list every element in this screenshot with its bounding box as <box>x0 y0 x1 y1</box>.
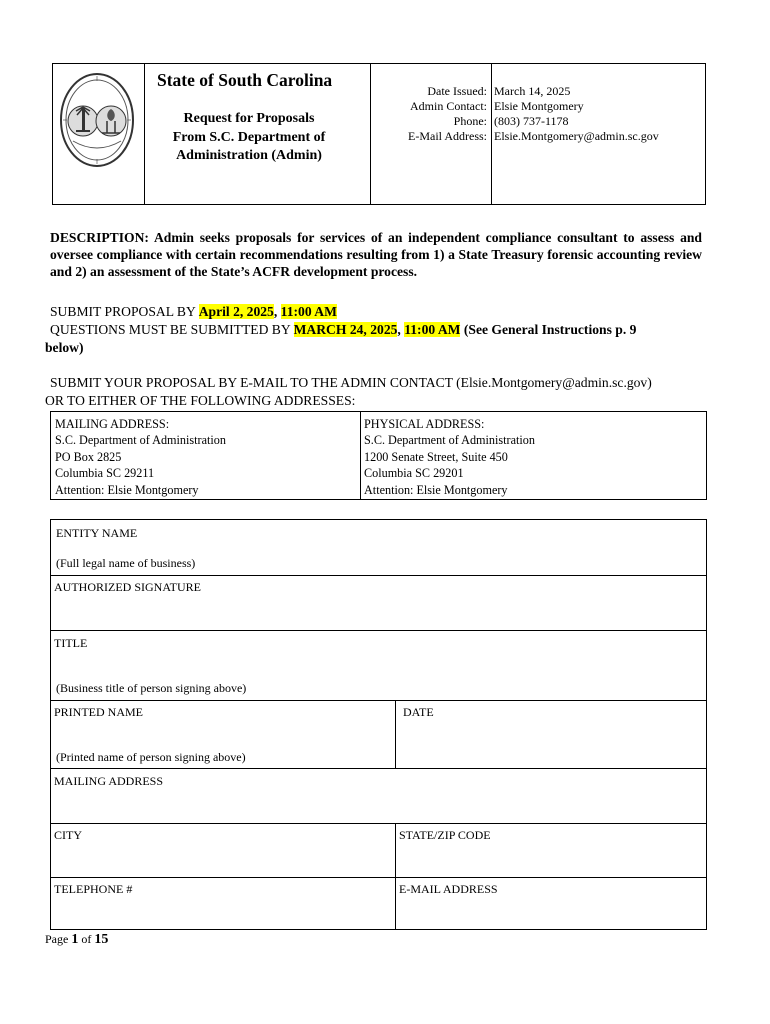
telephone-label: TELEPHONE # <box>54 882 133 896</box>
form-col-divider <box>395 823 396 929</box>
state-zip-label: STATE/ZIP CODE <box>399 828 491 842</box>
mailing-address-label: MAILING ADDRESS <box>54 774 164 788</box>
offeror-signature-form <box>50 519 707 930</box>
entity-name-label: ENTITY NAME <box>56 526 138 540</box>
physical-address-block: PHYSICAL ADDRESS: S.C. Department of Administration 1200 Senate Street, Suite 450 Columbia SC 29201 Attention: Elsie Montgomery <box>364 417 535 497</box>
admin-contact-label: Admin Contact: <box>410 99 487 113</box>
date-field[interactable] <box>397 702 705 767</box>
header-divider <box>370 64 371 204</box>
title-hint: (Business title of person signing above) <box>56 681 247 695</box>
form-row-divider <box>51 575 706 576</box>
header-divider <box>491 64 492 204</box>
form-col-divider <box>395 700 396 768</box>
questions-deadline-continued: below) <box>45 340 84 355</box>
email-label: E-Mail Address: <box>408 129 487 143</box>
questions-time: 11:00 AM <box>404 322 461 337</box>
current-page: 1 <box>71 932 79 947</box>
email-address-label: E-MAIL ADDRESS <box>399 882 498 896</box>
title-label: TITLE <box>54 636 88 650</box>
rfp-subtitle: Request for Proposals From S.C. Department of Administration (Admin) <box>172 111 326 163</box>
submit-time: 11:00 AM <box>280 304 337 319</box>
email-submission-line-2: OR TO EITHER OF THE FOLLOWING ADDRESSES: <box>45 393 356 408</box>
date-issued-value: March 14, 2025 <box>494 84 571 98</box>
mailing-address-block: MAILING ADDRESS: S.C. Department of Administration PO Box 2825 Columbia SC 29211 Attention: Elsie Montgomery <box>55 417 226 497</box>
submit-date: April 2, 2025 <box>198 304 274 319</box>
entity-name-hint: (Full legal name of business) <box>56 556 196 570</box>
date-issued-label: Date Issued: <box>427 84 487 98</box>
form-row-divider <box>51 823 706 824</box>
submit-deadline: SUBMIT PROPOSAL BY April 2, 2025, 11:00 AM <box>50 304 337 319</box>
total-pages: 15 <box>94 932 109 947</box>
state-seal-icon <box>59 71 135 169</box>
form-row-divider <box>51 768 706 769</box>
header-field-labels <box>373 84 487 144</box>
questions-deadline: QUESTIONS MUST BE SUBMITTED BY MARCH 24, 2025, 11:00 AM (See General Instructions p. 9 <box>50 322 637 337</box>
printed-name-hint: (Printed name of person signing above) <box>56 750 246 764</box>
phone-label: Phone: <box>453 114 487 128</box>
address-divider <box>360 412 361 499</box>
printed-name-label: PRINTED NAME <box>54 705 143 719</box>
form-row-divider <box>51 877 706 878</box>
address-table <box>50 411 707 500</box>
header-divider <box>144 64 145 204</box>
city-label: CITY <box>54 828 82 842</box>
state-title: State of South Carolina <box>157 70 333 90</box>
email-value[interactable]: Elsie.Montgomery@admin.sc.gov <box>494 129 659 143</box>
date-label: DATE <box>403 705 434 719</box>
email-submission-line: SUBMIT YOUR PROPOSAL BY E-MAIL TO THE ADMIN CONTACT (Elsie.Montgomery@admin.sc.gov) <box>50 375 652 390</box>
description-paragraph: DESCRIPTION: Admin seeks proposals for services of an independent compliance consultant to assess and oversee compliance with certain recommendations resulting from 1) a State Treasury forensic accounting review and 2) an assessment of the State’s ACFR development process. <box>50 230 702 279</box>
header-field-values <box>494 84 704 144</box>
authorized-signature-label: AUTHORIZED SIGNATURE <box>54 580 201 594</box>
page-number: Page 1 of 15 <box>45 932 109 947</box>
city-field[interactable] <box>52 825 394 876</box>
phone-value: (803) 737-1178 <box>494 114 569 128</box>
form-row-divider <box>51 630 706 631</box>
rfp-header-box <box>52 63 706 205</box>
questions-date: MARCH 24, 2025 <box>293 322 398 337</box>
admin-contact-value: Elsie Montgomery <box>494 99 584 113</box>
form-row-divider <box>51 700 706 701</box>
